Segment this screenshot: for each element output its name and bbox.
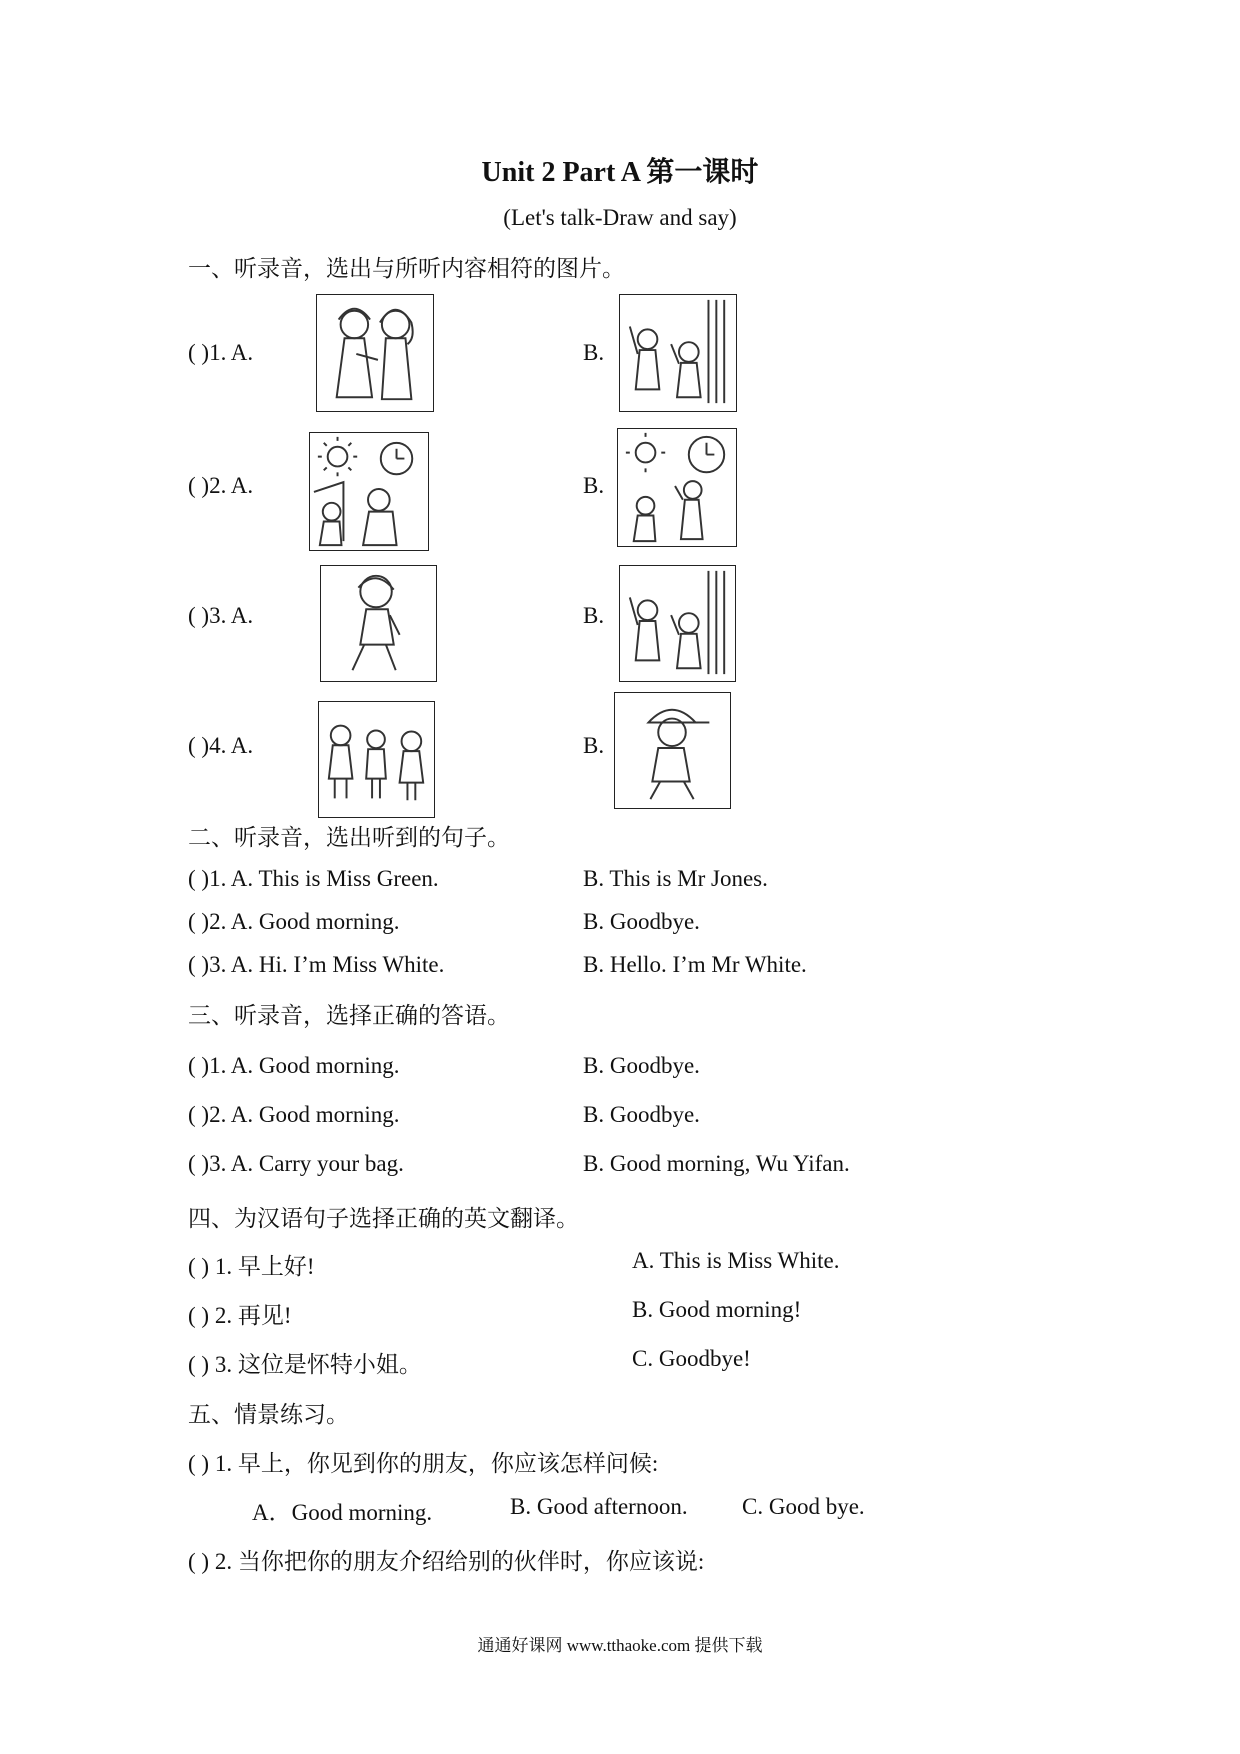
picture-sun-clock-two-boys (617, 428, 737, 547)
picture-two-boys-waving-door (619, 294, 737, 412)
s3-q1-b: B. Goodbye. (583, 1053, 700, 1078)
page-subtitle: (Let's talk-Draw and say) (503, 205, 737, 230)
s3-q2-a: ( )2. A. Good morning. (188, 1102, 400, 1127)
s5-q1-option-c: C. Good bye. (742, 1494, 865, 1519)
section5-heading: 五、情景练习。 (188, 1402, 349, 1427)
s4-a1: A. This is Miss White. (632, 1248, 840, 1273)
s1-q4-label: ( )4. A. (188, 733, 254, 758)
s4-a2: B. Good morning! (632, 1297, 802, 1322)
s1-q2-label: ( )2. A. (188, 473, 254, 498)
s3-q3-b: B. Good morning, Wu Yifan. (583, 1151, 850, 1176)
s2-q2-a: ( )2. A. Good morning. (188, 909, 400, 934)
section3-heading: 三、听录音，选择正确的答语。 (188, 1003, 510, 1028)
s4-q1: ( ) 1. 早上好! (188, 1254, 315, 1279)
section4-heading: 四、为汉语句子选择正确的英文翻译。 (188, 1206, 579, 1231)
picture-two-women (316, 294, 434, 412)
s5-q1-option-b: B. Good afternoon. (510, 1494, 688, 1519)
picture-two-boys-waving-door-2 (619, 565, 736, 682)
s2-q3-a: ( )3. A. Hi. I’m Miss White. (188, 952, 445, 977)
s2-q1-b: B. This is Mr Jones. (583, 866, 768, 891)
s4-q3: ( ) 3. 这位是怀特小姐。 (188, 1352, 422, 1377)
s5-q1-option-a: A．Good morning. (252, 1500, 433, 1525)
s2-q2-b: B. Goodbye. (583, 909, 700, 934)
picture-three-children (318, 701, 435, 818)
s1-q3-b-label: B. (583, 603, 605, 628)
s1-q3-label: ( )3. A. (188, 603, 254, 628)
s5-q1: ( ) 1. 早上，你见到你的朋友，你应该怎样问候: (188, 1451, 659, 1476)
section2-heading: 二、听录音，选出听到的句子。 (188, 825, 510, 850)
picture-sun-clock-boy-woman (309, 432, 429, 551)
s1-q4-b-label: B. (583, 733, 605, 758)
s3-q2-b: B. Goodbye. (583, 1102, 700, 1127)
s3-q1-a: ( )1. A. Good morning. (188, 1053, 400, 1078)
page-footer: 通通好课网 www.tthaoke.com 提供下载 (477, 1636, 763, 1655)
picture-boy-walking (320, 565, 437, 682)
picture-boy-with-cap (614, 692, 731, 809)
s4-q2: ( ) 2. 再见! (188, 1303, 292, 1328)
s2-q3-b: B. Hello. I’m Mr White. (583, 952, 807, 977)
s1-q2-b-label: B. (583, 473, 605, 498)
s3-q3-a: ( )3. A. Carry your bag. (188, 1151, 404, 1176)
s5-q2: ( ) 2. 当你把你的朋友介绍给别的伙伴时，你应该说: (188, 1549, 705, 1574)
page-title: Unit 2 Part A 第一课时 (481, 157, 759, 188)
s2-q1-a: ( )1. A. This is Miss Green. (188, 866, 439, 891)
s1-q1-label: ( )1. A. (188, 340, 254, 365)
s4-a3: C. Goodbye! (632, 1346, 751, 1371)
section1-heading: 一、听录音，选出与所听内容相符的图片。 (188, 256, 625, 281)
s1-q1-b-label: B. (583, 340, 605, 365)
